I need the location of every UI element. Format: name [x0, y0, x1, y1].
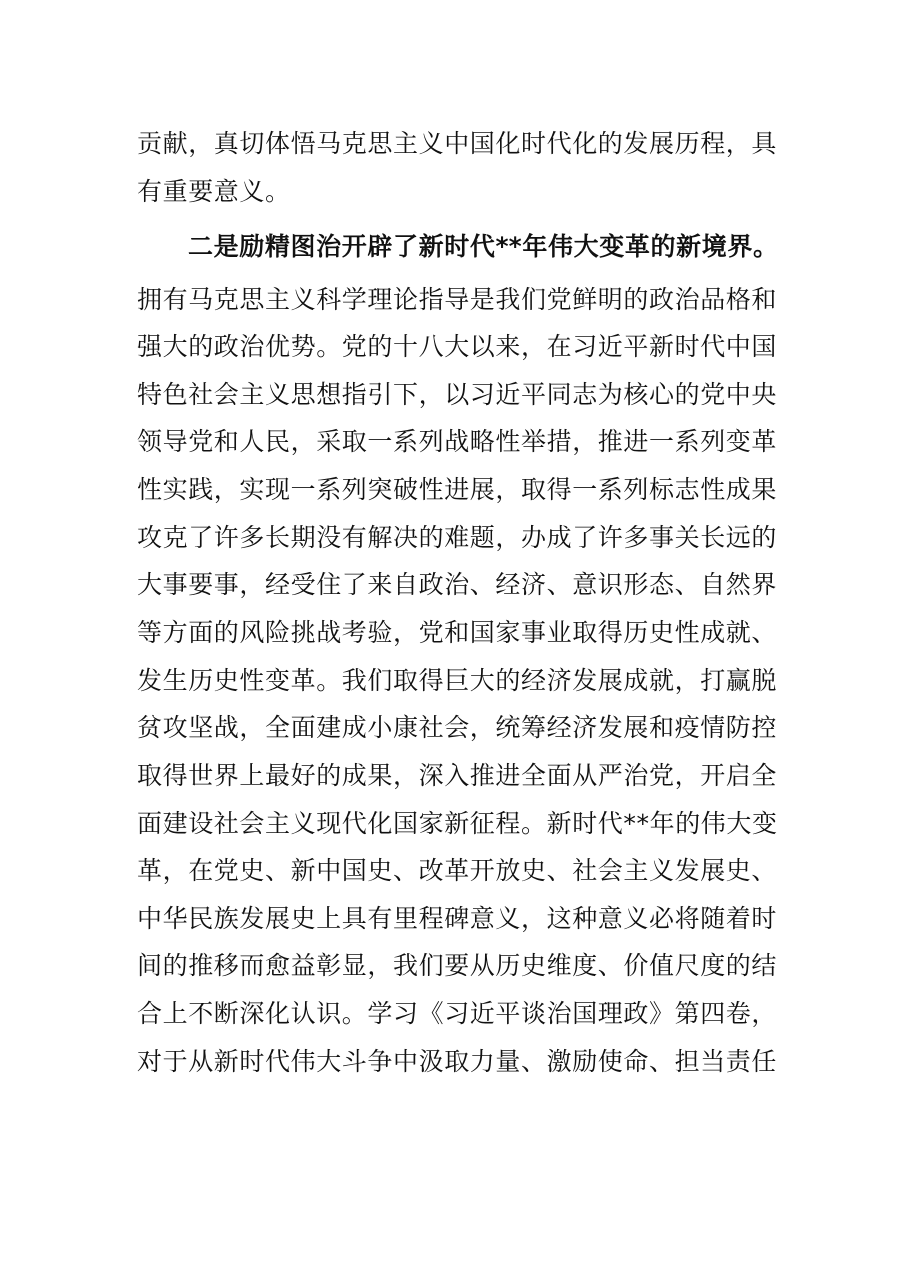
body-line-7: 大事要事，经受住了来自政治、经济、意识形态、自然界 — [137, 570, 778, 599]
body-line-12: 面建设社会主义现代化国家新征程。新时代**年的伟大变 — [137, 809, 778, 838]
body-line-17: 对于从新时代伟大斗争中汲取力量、激励使命、担当责任 — [137, 1047, 778, 1076]
body-line-6: 攻克了许多长期没有解决的难题，办成了许多事关长远的 — [137, 523, 778, 552]
body-line-16: 合上不断深化认识。学习《习近平谈治国理政》第四卷， — [137, 999, 778, 1028]
body-line-13: 革，在党史、新中国史、改革开放史、社会主义发展史、 — [137, 856, 778, 885]
body-line-10: 贫攻坚战，全面建成小康社会，统筹经济发展和疫情防控 — [137, 713, 778, 742]
body-line-11: 取得世界上最好的成果，深入推进全面从严治党，开启全 — [137, 761, 778, 790]
body-line-3: 特色社会主义思想指引下，以习近平同志为核心的党中央 — [137, 380, 778, 409]
body-line-8: 等方面的风险挑战考验，党和国家事业取得历史性成就、 — [137, 618, 778, 647]
body-line-14: 中华民族发展史上具有里程碑意义，这种意义必将随着时 — [137, 904, 778, 933]
body-line-1: 拥有马克思主义科学理论指导是我们党鲜明的政治品格和 — [137, 285, 778, 314]
section-heading: 二是励精图治开辟了新时代**年伟大变革的新境界。 — [188, 232, 778, 261]
body-line-2: 强大的政治优势。党的十八大以来，在习近平新时代中国 — [137, 332, 778, 361]
body-line-9: 发生历史性变革。我们取得巨大的经济发展成就，打赢脱 — [137, 666, 778, 695]
body-line-5: 性实践，实现一系列突破性进展，取得一系列标志性成果 — [137, 475, 778, 504]
body-line-15: 间的推移而愈益彰显，我们要从历史维度、价值尺度的结 — [137, 951, 778, 980]
intro-line-1: 贡献，真切体悟马克思主义中国化时代化的发展历程，具 — [137, 129, 778, 158]
intro-line-2: 有重要意义。 — [137, 177, 291, 206]
body-line-4: 领导党和人民，采取一系列战略性举措，推进一系列变革 — [137, 427, 778, 456]
